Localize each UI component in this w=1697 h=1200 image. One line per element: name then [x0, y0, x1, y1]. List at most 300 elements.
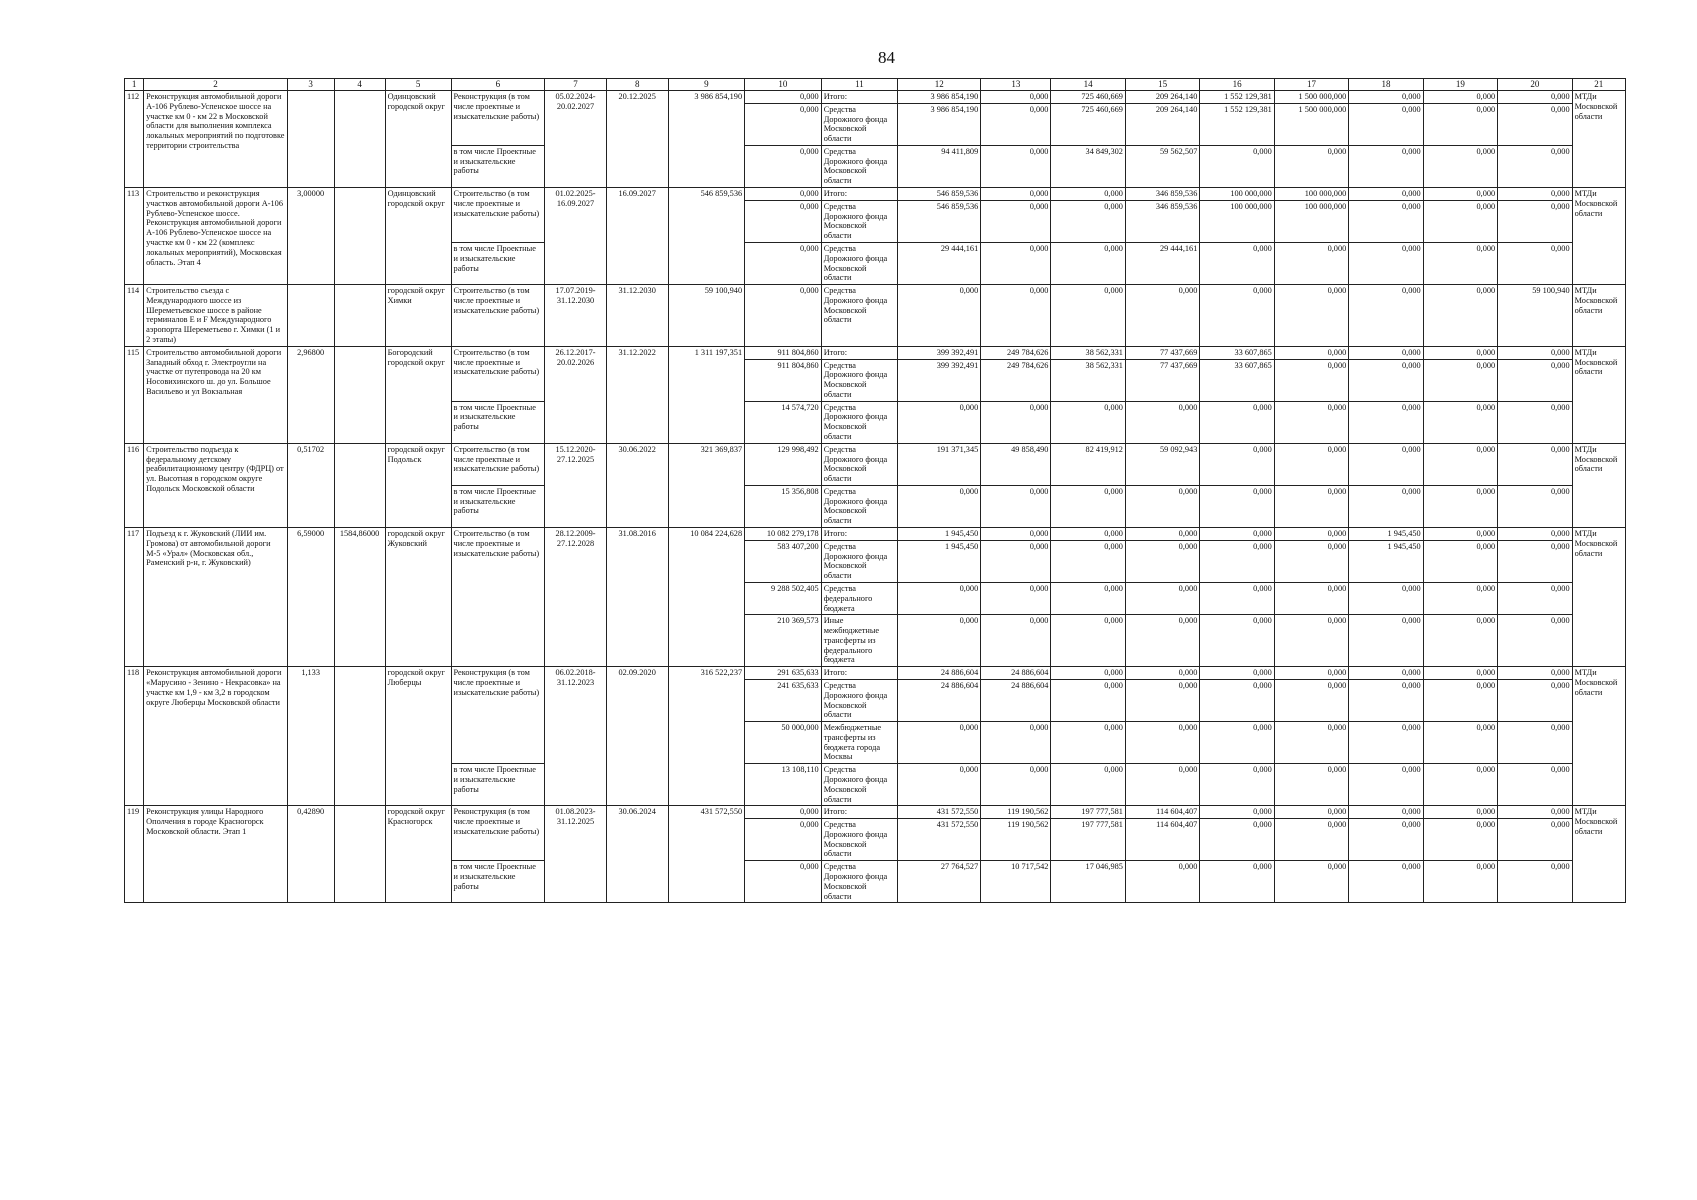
year-amount: 0,000	[1051, 679, 1125, 721]
year-amount: 0,000	[1125, 285, 1199, 347]
financed-before: 0,000	[745, 188, 822, 201]
column-number: 18	[1349, 79, 1423, 91]
year-amount: 10 717,542	[981, 861, 1051, 903]
year-amount: 0,000	[1423, 861, 1497, 903]
funding-source: Средства федерального бюджета	[821, 582, 898, 614]
row-number: 112	[125, 91, 144, 188]
work-period: 06.02.2018-31.12.2023	[545, 667, 607, 806]
year-amount: 0,000	[1498, 540, 1572, 582]
work-subtype: в том числе Проектные и изыскательские работы	[451, 861, 545, 903]
year-amount: 0,000	[1498, 91, 1572, 104]
year-amount: 0,000	[981, 528, 1051, 541]
funding-source: Средства Дорожного фонда Московской области	[821, 359, 898, 401]
year-amount: 24 886,604	[981, 667, 1051, 680]
object-name: Строительство автомобильной дороги Западный обход г. Электроугли на участке от путепровода на 20 км Носовихинского ш. до ул. Большое Васильево и ул Вокзальная	[144, 346, 288, 443]
year-amount: 100 000,000	[1274, 188, 1348, 201]
year-amount: 0,000	[1200, 667, 1274, 680]
year-amount: 0,000	[1200, 806, 1274, 819]
year-amount: 0,000	[981, 401, 1051, 443]
year-amount: 197 777,581	[1051, 806, 1125, 819]
column-number: 14	[1051, 79, 1125, 91]
funding-source: Средства Дорожного фонда Московской области	[821, 861, 898, 903]
work-type: Строительство (в том числе проектные и изыскательские работы)	[451, 528, 545, 667]
financed-before: 0,000	[745, 819, 822, 861]
year-amount: 546 859,536	[898, 200, 981, 242]
responsible-body: МТДи Московской области	[1572, 91, 1625, 188]
year-amount: 0,000	[1423, 285, 1497, 347]
financed-before: 10 082 279,178	[745, 528, 822, 541]
year-amount: 399 392,491	[898, 359, 981, 401]
column-number: 16	[1200, 79, 1274, 91]
year-amount: 0,000	[1423, 679, 1497, 721]
year-amount: 0,000	[1274, 346, 1348, 359]
funding-source: Средства Дорожного фонда Московской области	[821, 443, 898, 485]
year-amount: 1 945,450	[898, 528, 981, 541]
year-amount: 0,000	[898, 285, 981, 347]
year-amount: 0,000	[1423, 359, 1497, 401]
year-amount: 0,000	[1125, 667, 1199, 680]
year-amount: 0,000	[1051, 485, 1125, 527]
capacity-km	[287, 91, 334, 188]
funding-source: Средства Дорожного фонда Московской области	[821, 103, 898, 145]
year-amount: 0,000	[1274, 582, 1348, 614]
year-amount: 0,000	[1423, 540, 1497, 582]
year-amount: 24 886,604	[981, 679, 1051, 721]
row-number: 119	[125, 806, 144, 903]
work-subtype: в том числе Проектные и изыскательские работы	[451, 242, 545, 284]
funding-source: Средства Дорожного фонда Московской области	[821, 764, 898, 806]
year-amount: 33 607,865	[1200, 346, 1274, 359]
funding-source: Иные межбюджетные трансферты из федерального бюджета	[821, 615, 898, 667]
year-amount: 0,000	[1051, 582, 1125, 614]
capacity-km: 0,42890	[287, 806, 334, 903]
year-amount: 3 986 854,190	[898, 91, 981, 104]
financed-before: 0,000	[745, 145, 822, 187]
year-amount: 0,000	[1349, 615, 1423, 667]
work-type: Реконструкция (в том числе проектные и изыскательские работы)	[451, 806, 545, 861]
year-amount: 0,000	[1423, 242, 1497, 284]
year-amount: 49 858,490	[981, 443, 1051, 485]
year-amount: 0,000	[1051, 722, 1125, 764]
capacity-km: 2,96800	[287, 346, 334, 443]
year-amount: 0,000	[1051, 285, 1125, 347]
year-amount: 0,000	[1125, 582, 1199, 614]
year-amount: 0,000	[1498, 443, 1572, 485]
table-row	[125, 528, 1626, 541]
year-amount: 0,000	[1349, 582, 1423, 614]
year-amount: 0,000	[1274, 722, 1348, 764]
financed-before: 50 000,000	[745, 722, 822, 764]
year-amount: 0,000	[1125, 528, 1199, 541]
financed-before: 0,000	[745, 200, 822, 242]
year-amount: 0,000	[981, 722, 1051, 764]
column-number: 20	[1498, 79, 1572, 91]
financed-before: 911 804,860	[745, 359, 822, 401]
funding-source: Средства Дорожного фонда Московской области	[821, 285, 898, 347]
column-number: 15	[1125, 79, 1199, 91]
year-amount: 399 392,491	[898, 346, 981, 359]
total-cost: 431 572,550	[668, 806, 745, 903]
work-type: Реконструкция (в том числе проектные и изыскательские работы)	[451, 667, 545, 764]
year-amount: 0,000	[1423, 188, 1497, 201]
year-amount: 0,000	[1200, 401, 1274, 443]
year-amount: 0,000	[1274, 764, 1348, 806]
year-amount: 0,000	[1349, 764, 1423, 806]
year-amount: 0,000	[1125, 540, 1199, 582]
work-subtype: в том числе Проектные и изыскательские работы	[451, 485, 545, 527]
year-amount: 0,000	[1200, 540, 1274, 582]
year-amount: 0,000	[1349, 188, 1423, 201]
year-amount: 0,000	[1498, 764, 1572, 806]
row-number: 117	[125, 528, 144, 667]
year-amount: 1 945,450	[1349, 528, 1423, 541]
year-amount: 0,000	[981, 540, 1051, 582]
year-amount: 0,000	[981, 200, 1051, 242]
completion-date: 31.08.2016	[606, 528, 668, 667]
table-row	[125, 285, 1626, 347]
year-amount: 59 100,940	[1498, 285, 1572, 347]
year-amount: 0,000	[981, 145, 1051, 187]
municipality: городской округ Красногорск	[385, 806, 451, 903]
object-name: Реконструкция автомобильной дороги А-106 Рублево-Успенское шоссе на участке км 0 - км 22 в Московской области для выполнения комплекса локальных мероприятий по подготовке территории строительства	[144, 91, 288, 188]
year-amount: 0,000	[1498, 103, 1572, 145]
year-amount: 27 764,527	[898, 861, 981, 903]
year-amount: 0,000	[981, 242, 1051, 284]
year-amount: 0,000	[1051, 667, 1125, 680]
year-amount: 77 437,669	[1125, 359, 1199, 401]
financed-before: 14 574,720	[745, 401, 822, 443]
year-amount: 100 000,000	[1274, 200, 1348, 242]
municipality: Одинцовский городской округ	[385, 91, 451, 188]
year-amount: 0,000	[1200, 679, 1274, 721]
year-amount: 38 562,331	[1051, 346, 1125, 359]
year-amount: 1 500 000,000	[1274, 91, 1348, 104]
year-amount: 0,000	[1125, 679, 1199, 721]
work-type: Строительство (в том числе проектные и изыскательские работы)	[451, 346, 545, 401]
municipality: городской округ Подольск	[385, 443, 451, 527]
year-amount: 0,000	[1349, 346, 1423, 359]
year-amount: 0,000	[1498, 819, 1572, 861]
year-amount: 119 190,562	[981, 806, 1051, 819]
funding-source: Итого:	[821, 528, 898, 541]
year-amount: 100 000,000	[1200, 200, 1274, 242]
table-row	[125, 806, 1626, 819]
capacity-sqm	[334, 806, 385, 903]
row-number: 114	[125, 285, 144, 347]
responsible-body: МТДи Московской области	[1572, 285, 1625, 347]
row-number: 116	[125, 443, 144, 527]
year-amount: 0,000	[1200, 861, 1274, 903]
year-amount: 0,000	[1349, 679, 1423, 721]
year-amount: 191 371,345	[898, 443, 981, 485]
municipality: городской округ Химки	[385, 285, 451, 347]
year-amount: 725 460,669	[1051, 91, 1125, 104]
column-number: 10	[745, 79, 822, 91]
year-amount: 0,000	[981, 485, 1051, 527]
financed-before: 291 635,633	[745, 667, 822, 680]
year-amount: 0,000	[1051, 401, 1125, 443]
municipality: городской округ Люберцы	[385, 667, 451, 806]
completion-date: 16.09.2027	[606, 188, 668, 285]
year-amount: 0,000	[898, 722, 981, 764]
total-cost: 59 100,940	[668, 285, 745, 347]
year-amount: 0,000	[1423, 582, 1497, 614]
year-amount: 119 190,562	[981, 819, 1051, 861]
year-amount: 0,000	[1274, 443, 1348, 485]
funding-source: Средства Дорожного фонда Московской области	[821, 200, 898, 242]
year-amount: 197 777,581	[1051, 819, 1125, 861]
column-number: 3	[287, 79, 334, 91]
year-amount: 0,000	[1274, 359, 1348, 401]
year-amount: 0,000	[1125, 615, 1199, 667]
year-amount: 0,000	[1200, 285, 1274, 347]
year-amount: 0,000	[1423, 200, 1497, 242]
financed-before: 241 635,633	[745, 679, 822, 721]
column-number: 11	[821, 79, 898, 91]
work-type: Строительство (в том числе проектные и изыскательские работы)	[451, 188, 545, 243]
year-amount: 0,000	[981, 91, 1051, 104]
year-amount: 0,000	[1349, 485, 1423, 527]
column-number: 12	[898, 79, 981, 91]
year-amount: 0,000	[1498, 722, 1572, 764]
year-amount: 546 859,536	[898, 188, 981, 201]
year-amount: 0,000	[1498, 582, 1572, 614]
table-row	[125, 667, 1626, 680]
year-amount: 0,000	[1051, 764, 1125, 806]
year-amount: 0,000	[898, 764, 981, 806]
year-amount: 346 859,536	[1125, 200, 1199, 242]
year-amount: 0,000	[1200, 764, 1274, 806]
year-amount: 0,000	[1498, 861, 1572, 903]
financed-before: 13 108,110	[745, 764, 822, 806]
municipality: Одинцовский городской округ	[385, 188, 451, 285]
column-number: 19	[1423, 79, 1497, 91]
funding-source: Средства Дорожного фонда Московской области	[821, 485, 898, 527]
year-amount: 24 886,604	[898, 679, 981, 721]
year-amount: 114 604,407	[1125, 819, 1199, 861]
year-amount: 0,000	[1498, 679, 1572, 721]
year-amount: 0,000	[1423, 401, 1497, 443]
work-type: Строительство (в том числе проектные и изыскательские работы)	[451, 443, 545, 485]
financed-before: 0,000	[745, 806, 822, 819]
funding-source: Итого:	[821, 188, 898, 201]
capacity-km: 1,133	[287, 667, 334, 806]
year-amount: 17 046,985	[1051, 861, 1125, 903]
year-amount: 0,000	[1423, 806, 1497, 819]
year-amount: 209 264,140	[1125, 103, 1199, 145]
year-amount: 0,000	[898, 485, 981, 527]
year-amount: 0,000	[1274, 806, 1348, 819]
year-amount: 0,000	[1125, 485, 1199, 527]
year-amount: 0,000	[1125, 861, 1199, 903]
object-name: Реконструкция улицы Народного Ополчения в городе Красногорск Московской области. Этап 1	[144, 806, 288, 903]
funding-source: Итого:	[821, 91, 898, 104]
year-amount: 0,000	[1498, 242, 1572, 284]
funding-source: Итого:	[821, 806, 898, 819]
object-name: Строительство и реконструкция участков автомобильной дороги А-106 Рублево-Успенское шоссе. Реконструкция автомобильной дороги А-106 Рублево-Успенское шоссе на участке км 0 - км 22 (комплекс локальных мероприятий), Московская область. Этап 4	[144, 188, 288, 285]
capacity-sqm	[334, 188, 385, 285]
financed-before: 583 407,200	[745, 540, 822, 582]
work-period: 05.02.2024-20.02.2027	[545, 91, 607, 188]
year-amount: 0,000	[1051, 540, 1125, 582]
year-amount: 0,000	[1498, 188, 1572, 201]
year-amount: 0,000	[1423, 615, 1497, 667]
total-cost: 546 859,536	[668, 188, 745, 285]
year-amount: 0,000	[1200, 485, 1274, 527]
year-amount: 0,000	[1200, 819, 1274, 861]
year-amount: 0,000	[1200, 722, 1274, 764]
year-amount: 0,000	[1200, 443, 1274, 485]
year-amount: 29 444,161	[1125, 242, 1199, 284]
year-amount: 29 444,161	[898, 242, 981, 284]
year-amount: 0,000	[1423, 346, 1497, 359]
column-number: 2	[144, 79, 288, 91]
year-amount: 0,000	[898, 582, 981, 614]
financed-before: 0,000	[745, 91, 822, 104]
total-cost: 1 311 197,351	[668, 346, 745, 443]
year-amount: 82 419,912	[1051, 443, 1125, 485]
year-amount: 77 437,669	[1125, 346, 1199, 359]
year-amount: 0,000	[1423, 667, 1497, 680]
work-subtype: в том числе Проектные и изыскательские работы	[451, 145, 545, 187]
year-amount: 0,000	[1349, 806, 1423, 819]
work-period: 28.12.2009-27.12.2028	[545, 528, 607, 667]
year-amount: 0,000	[1423, 103, 1497, 145]
year-amount: 0,000	[1274, 679, 1348, 721]
financed-before: 9 288 502,405	[745, 582, 822, 614]
year-amount: 1 945,450	[898, 540, 981, 582]
year-amount: 0,000	[1498, 145, 1572, 187]
column-number: 8	[606, 79, 668, 91]
capacity-km: 3,00000	[287, 188, 334, 285]
responsible-body: МТДи Московской области	[1572, 188, 1625, 285]
completion-date: 31.12.2022	[606, 346, 668, 443]
object-name: Реконструкция автомобильной дороги «Марусино - Зенино - Некрасовка» на участке км 1,9 - км 3,2 в городском округе Люберцы Московской области	[144, 667, 288, 806]
table-body	[125, 79, 1626, 903]
row-number: 118	[125, 667, 144, 806]
total-cost: 3 986 854,190	[668, 91, 745, 188]
total-cost: 10 084 224,628	[668, 528, 745, 667]
year-amount: 0,000	[1498, 528, 1572, 541]
year-amount: 0,000	[1200, 615, 1274, 667]
year-amount: 0,000	[1274, 285, 1348, 347]
object-name: Строительство съезда с Международного шоссе из Шереметьевское шоссе в районе терминалов Е и F Международного аэропорта Шереметьево г. Химки (1 и 2 этапы)	[144, 285, 288, 347]
year-amount: 3 986 854,190	[898, 103, 981, 145]
responsible-body: МТДи Московской области	[1572, 443, 1625, 527]
year-amount: 0,000	[898, 615, 981, 667]
completion-date: 30.06.2024	[606, 806, 668, 903]
year-amount: 0,000	[1274, 145, 1348, 187]
year-amount: 0,000	[1349, 359, 1423, 401]
year-amount: 0,000	[1274, 819, 1348, 861]
funding-source: Средства Дорожного фонда Московской области	[821, 242, 898, 284]
column-number-row	[125, 79, 1626, 91]
year-amount: 0,000	[981, 103, 1051, 145]
capacity-sqm	[334, 91, 385, 188]
column-number: 1	[125, 79, 144, 91]
year-amount: 725 460,669	[1051, 103, 1125, 145]
capacity-km	[287, 285, 334, 347]
capacity-sqm	[334, 346, 385, 443]
year-amount: 0,000	[1349, 819, 1423, 861]
year-amount: 0,000	[981, 285, 1051, 347]
year-amount: 0,000	[1274, 615, 1348, 667]
year-amount: 0,000	[1349, 145, 1423, 187]
financed-before: 911 804,860	[745, 346, 822, 359]
year-amount: 100 000,000	[1200, 188, 1274, 201]
year-amount: 0,000	[1498, 359, 1572, 401]
capacity-km: 6,59000	[287, 528, 334, 667]
responsible-body: МТДи Московской области	[1572, 667, 1625, 806]
year-amount: 0,000	[1349, 667, 1423, 680]
year-amount: 0,000	[1200, 145, 1274, 187]
year-amount: 0,000	[1349, 722, 1423, 764]
year-amount: 0,000	[1498, 667, 1572, 680]
capacity-sqm	[334, 667, 385, 806]
year-amount: 94 411,809	[898, 145, 981, 187]
year-amount: 0,000	[1423, 91, 1497, 104]
financing-table	[124, 78, 1626, 903]
year-amount: 0,000	[1051, 188, 1125, 201]
year-amount: 0,000	[1498, 615, 1572, 667]
funding-source: Средства Дорожного фонда Московской области	[821, 819, 898, 861]
year-amount: 0,000	[1498, 200, 1572, 242]
year-amount: 0,000	[1274, 242, 1348, 284]
year-amount: 59 092,943	[1125, 443, 1199, 485]
total-cost: 316 522,237	[668, 667, 745, 806]
year-amount: 0,000	[1125, 722, 1199, 764]
municipality: городской округ Жуковский	[385, 528, 451, 667]
work-subtype: в том числе Проектные и изыскательские работы	[451, 764, 545, 806]
year-amount: 0,000	[898, 401, 981, 443]
column-number: 21	[1572, 79, 1625, 91]
column-number: 5	[385, 79, 451, 91]
financed-before: 0,000	[745, 103, 822, 145]
funding-source: Средства Дорожного фонда Московской области	[821, 679, 898, 721]
year-amount: 0,000	[1274, 401, 1348, 443]
year-amount: 0,000	[981, 615, 1051, 667]
completion-date: 30.06.2022	[606, 443, 668, 527]
year-amount: 0,000	[1423, 485, 1497, 527]
funding-source: Средства Дорожного фонда Московской области	[821, 145, 898, 187]
year-amount: 0,000	[1423, 764, 1497, 806]
year-amount: 346 859,536	[1125, 188, 1199, 201]
work-period: 01.02.2025-16.09.2027	[545, 188, 607, 285]
responsible-body: МТДи Московской области	[1572, 806, 1625, 903]
year-amount: 1 945,450	[1349, 540, 1423, 582]
column-number: 6	[451, 79, 545, 91]
table-row	[125, 346, 1626, 359]
work-type: Строительство (в том числе проектные и изыскательские работы)	[451, 285, 545, 347]
column-number: 7	[545, 79, 607, 91]
year-amount: 0,000	[981, 188, 1051, 201]
total-cost: 321 369,837	[668, 443, 745, 527]
work-period: 26.12.2017-20.02.2026	[545, 346, 607, 443]
responsible-body: МТДи Московской области	[1572, 528, 1625, 667]
year-amount: 1 552 129,381	[1200, 103, 1274, 145]
year-amount: 0,000	[1423, 819, 1497, 861]
responsible-body: МТДи Московской области	[1572, 346, 1625, 443]
work-subtype: в том числе Проектные и изыскательские работы	[451, 401, 545, 443]
year-amount: 0,000	[1349, 242, 1423, 284]
year-amount: 0,000	[1051, 200, 1125, 242]
year-amount: 0,000	[1498, 806, 1572, 819]
column-number: 4	[334, 79, 385, 91]
municipality: Богородский городской округ	[385, 346, 451, 443]
column-number: 13	[981, 79, 1051, 91]
funding-source: Средства Дорожного фонда Московской области	[821, 401, 898, 443]
work-type: Реконструкция (в том числе проектные и изыскательские работы)	[451, 91, 545, 146]
